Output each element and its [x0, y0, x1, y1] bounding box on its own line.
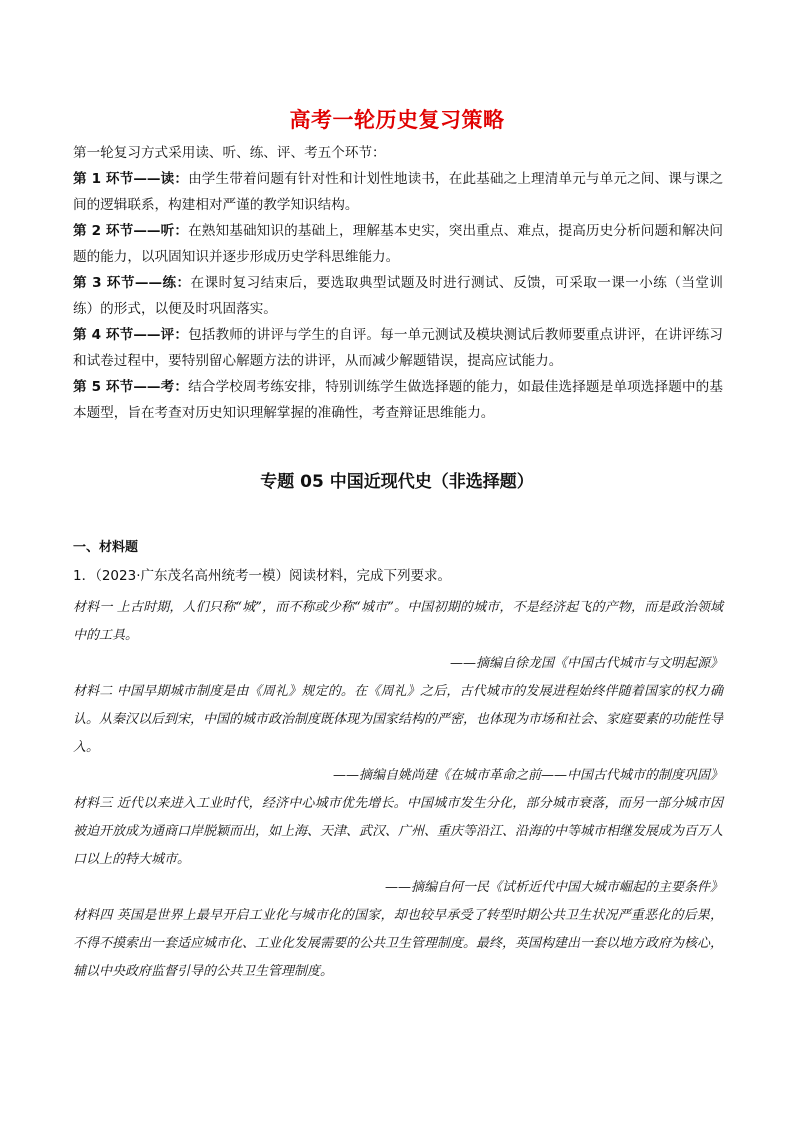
question-stem: 1．（2023·广东茂名高州统考一模）阅读材料，完成下列要求。 [73, 568, 451, 584]
step-2 [73, 218, 723, 270]
step-3 [73, 270, 723, 322]
intro-block [73, 140, 723, 426]
step-1-text: 由学生带着问题有针对性和计划性地读书，在此基础之上理清单元与单元之间、课与课之间的逻辑联系，构建相对严谨的教学知识结构。 [73, 171, 723, 213]
material-3: 材料三 近代以来进入工业时代，经济中心城市优先增长。中国城市发生分化，部分城市衰落，而另一部分城市因被迫开放成为通商口岸脱颖而出，如上海、天津、武汉、广州、重庆等沿江、沿海的中等城市相继发展成为百万人口以上的特大城市。 [73, 796, 724, 867]
step-5-lead: 第 5 环节——考： [73, 379, 189, 395]
step-5 [73, 374, 723, 426]
document-title: 高考一轮历史复习策略 [289, 108, 505, 132]
step-3-lead: 第 3 环节——练： [73, 275, 191, 291]
section-title: 专题 05 中国近现代史（非选择题） [260, 472, 534, 492]
material-4: 材料四 英国是世界上最早开启工业化与城市化的国家，却也较早承受了转型时期公共卫生状况严重恶化的后果，不得不摸索出一套适应城市化、工业化发展需要的公共卫生管理制度。最终，英国构建出一套以地方政府为核心，辅以中央政府监督引导的公共卫生管理制度。 [73, 908, 724, 979]
step-4-lead: 第 4 环节——评： [73, 327, 189, 343]
material-2-source: ——摘编自姚尚建《在城市革命之前——中国古代城市的制度巩固》 [332, 768, 723, 783]
part-heading: 一、材料题 [73, 540, 139, 555]
step-1 [73, 166, 723, 218]
step-2-lead: 第 2 环节——听： [73, 223, 189, 239]
intro-first-line: 第一轮复习方式采用读、听、练、评、考五个环节： [73, 145, 386, 161]
step-4-text: 包括教师的讲评与学生的自评。每一单元测试及模块测试后教师要重点讲评，在讲评练习和试卷过程中，要特别留心解题方法的讲评，从而减少解题错误，提高应试能力。 [73, 327, 723, 369]
material-1: 材料一 上古时期，人们只称“城”，而不称或少称“城市”。中国初期的城市，不是经济起飞的产物，而是政治领域中的工具。 [73, 600, 723, 643]
step-5-text: 结合学校周考练安排，特别训练学生做选择题的能力，如最佳选择题是单项选择题中的基本题型，旨在考查对历史知识理解掌握的准确性，考查辩证思维能力。 [73, 379, 723, 421]
material-1-source: ——摘编自徐龙国《中国古代城市与文明起源》 [449, 656, 723, 671]
materials-block [73, 594, 723, 986]
step-1-lead: 第 1 环节——读： [73, 171, 189, 187]
step-4 [73, 322, 723, 374]
material-3-source: ——摘编自何一民《试析近代中国大城市崛起的主要条件》 [384, 880, 723, 895]
material-2: 材料二 中国早期城市制度是由《周礼》规定的。在《周礼》之后，古代城市的发展进程始终伴随着国家的权力确认。从秦汉以后到宋，中国的城市政治制度既体现为国家结构的严密，也体现为市场和社会、家庭要素的功能性导入。 [73, 684, 724, 755]
step-2-text: 在熟知基础知识的基础上，理解基本史实，突出重点、难点，提高历史分析问题和解决问题的能力，以巩固知识并逐步形成历史学科思维能力。 [73, 223, 723, 265]
step-3-text: 在课时复习结束后，要选取典型试题及时进行测试、反馈，可采取一课一小练（当堂训练）的形式，以便及时巩固落实。 [73, 275, 723, 317]
